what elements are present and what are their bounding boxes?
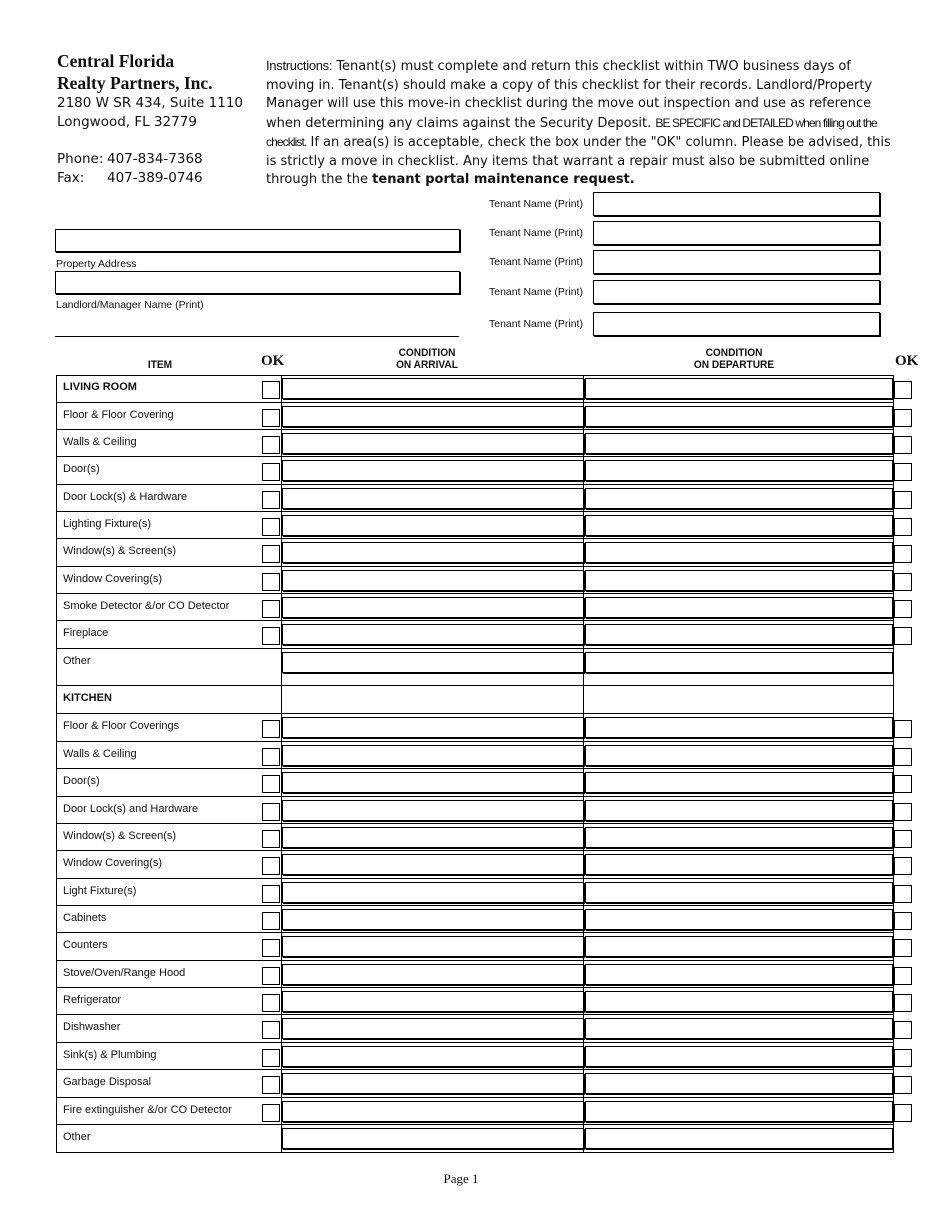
section-row bbox=[56, 686, 894, 714]
table-row bbox=[56, 485, 894, 512]
item-label: Walls & Ceiling bbox=[63, 436, 137, 448]
tenant-name-label: Tenant Name (Print) bbox=[489, 256, 583, 268]
departure-condition-field[interactable] bbox=[585, 542, 893, 563]
ok-departure-checkbox[interactable] bbox=[894, 912, 912, 930]
arrival-condition-field[interactable] bbox=[282, 772, 584, 793]
table-row bbox=[56, 512, 894, 539]
arrival-condition-field[interactable] bbox=[282, 800, 584, 821]
fax-label: Fax: bbox=[57, 169, 85, 186]
ok-arrival-checkbox[interactable] bbox=[262, 381, 280, 399]
item-cell bbox=[56, 879, 281, 906]
departure-condition-field[interactable] bbox=[585, 652, 893, 673]
item-label: Fireplace bbox=[63, 627, 109, 639]
ok-left-column-header: OK bbox=[261, 353, 285, 369]
item-cell bbox=[56, 539, 281, 567]
item-label: Counters bbox=[63, 939, 108, 951]
item-cell bbox=[56, 1070, 281, 1098]
item-label: Smoke Detector &/or CO Detector bbox=[63, 600, 230, 612]
table-row bbox=[56, 403, 894, 430]
item-label: Dishwasher bbox=[63, 1021, 121, 1033]
item-label: Lighting Fixture(s) bbox=[63, 518, 152, 530]
departure-condition-field[interactable] bbox=[585, 570, 893, 591]
ok-arrival-checkbox[interactable] bbox=[262, 803, 280, 821]
ok-departure-checkbox[interactable] bbox=[894, 885, 912, 903]
item-label: Window(s) & Screen(s) bbox=[63, 545, 177, 557]
arrival-condition-field[interactable] bbox=[282, 745, 584, 766]
item-cell bbox=[56, 457, 281, 485]
page-number: Page 1 bbox=[443, 1171, 479, 1186]
item-label: Sink(s) & Plumbing bbox=[63, 1049, 157, 1061]
table-row bbox=[56, 649, 894, 686]
arrival-condition-field[interactable] bbox=[282, 1046, 584, 1067]
departure-condition-field[interactable] bbox=[585, 991, 893, 1012]
ok-right-column-header: OK bbox=[895, 353, 919, 369]
table-row bbox=[56, 933, 894, 961]
item-cell bbox=[56, 824, 281, 851]
ok-arrival-checkbox[interactable] bbox=[262, 967, 280, 985]
ok-arrival-checkbox[interactable] bbox=[262, 627, 280, 645]
departure-condition-field[interactable] bbox=[585, 406, 893, 427]
departure-condition-field[interactable] bbox=[585, 827, 893, 848]
item-cell bbox=[56, 649, 281, 686]
section-label: LIVING ROOM bbox=[63, 381, 137, 393]
departure-header-line2: ON DEPARTURE bbox=[693, 359, 775, 371]
table-row bbox=[56, 769, 894, 797]
item-cell bbox=[56, 403, 281, 430]
table-row bbox=[56, 539, 894, 567]
table-row bbox=[56, 1015, 894, 1043]
ok-departure-checkbox[interactable] bbox=[894, 994, 912, 1012]
departure-condition-field[interactable] bbox=[585, 936, 893, 957]
departure-condition-field[interactable] bbox=[585, 433, 893, 454]
ok-arrival-checkbox[interactable] bbox=[262, 775, 280, 793]
arrival-condition-field[interactable] bbox=[282, 597, 584, 618]
ok-departure-checkbox[interactable] bbox=[894, 1104, 912, 1122]
property-address-label: Property Address bbox=[56, 258, 137, 270]
item-label: Cabinets bbox=[63, 912, 107, 924]
table-row bbox=[56, 742, 894, 769]
arrival-condition-field[interactable] bbox=[282, 882, 584, 903]
item-cell bbox=[56, 742, 281, 769]
item-cell bbox=[56, 686, 281, 714]
departure-condition-field[interactable] bbox=[585, 909, 893, 930]
arrival-condition-field[interactable] bbox=[282, 1018, 584, 1039]
item-cell bbox=[56, 375, 281, 403]
item-cell bbox=[56, 1015, 281, 1043]
item-label: Door(s) bbox=[63, 775, 100, 787]
landlord-name-label: Landlord/Manager Name (Print) bbox=[56, 299, 204, 311]
ok-departure-checkbox[interactable] bbox=[894, 600, 912, 618]
tenant-name-label: Tenant Name (Print) bbox=[489, 227, 583, 239]
ok-departure-checkbox[interactable] bbox=[894, 967, 912, 985]
table-row bbox=[56, 714, 894, 742]
arrival-condition-field[interactable] bbox=[282, 542, 584, 563]
phone-number: 407-834-7368 bbox=[107, 151, 203, 167]
table-row bbox=[56, 1098, 894, 1125]
fax-number: 407-389-0746 bbox=[107, 169, 203, 186]
item-label: Walls & Ceiling bbox=[63, 748, 137, 760]
table-row bbox=[56, 961, 894, 988]
tenant-name-label: Tenant Name (Print) bbox=[489, 318, 583, 330]
table-row bbox=[56, 797, 894, 824]
ok-departure-checkbox[interactable] bbox=[894, 518, 912, 536]
ok-departure-checkbox[interactable] bbox=[894, 1021, 912, 1039]
ok-departure-checkbox[interactable] bbox=[894, 1076, 912, 1094]
company-address-line2: Longwood, FL 32779 bbox=[57, 113, 197, 130]
arrival-header-line1: CONDITION bbox=[398, 347, 456, 359]
item-label: Garbage Disposal bbox=[63, 1076, 152, 1088]
arrival-condition-field[interactable] bbox=[282, 1128, 584, 1149]
arrival-cell bbox=[281, 686, 584, 714]
ok-arrival-checkbox[interactable] bbox=[262, 545, 280, 563]
departure-condition-field[interactable] bbox=[585, 745, 893, 766]
arrival-condition-field[interactable] bbox=[282, 570, 584, 591]
item-cell bbox=[56, 1043, 281, 1070]
item-label: Window(s) & Screen(s) bbox=[63, 830, 177, 842]
ok-departure-checkbox[interactable] bbox=[894, 775, 912, 793]
table-row bbox=[56, 851, 894, 879]
table-row bbox=[56, 457, 894, 485]
departure-condition-field[interactable] bbox=[585, 515, 893, 536]
ok-departure-checkbox[interactable] bbox=[894, 436, 912, 454]
instructions-part2: If an area(s) is acceptable, check the box under the "OK" column. Please be advised, this is strictly a move in checklist. Any items that warrant a repair must also be submitted online through the the bbox=[266, 135, 891, 187]
ok-departure-checkbox[interactable] bbox=[894, 627, 912, 645]
item-cell bbox=[56, 567, 281, 594]
ok-departure-checkbox[interactable] bbox=[894, 1049, 912, 1067]
table-row bbox=[56, 1043, 894, 1070]
item-label: Light Fixture(s) bbox=[63, 885, 137, 897]
ok-arrival-checkbox[interactable] bbox=[262, 912, 280, 930]
departure-condition-field[interactable] bbox=[585, 717, 893, 738]
departure-cell bbox=[584, 686, 894, 714]
item-cell bbox=[56, 906, 281, 933]
instructions-lead: Instructions: bbox=[266, 58, 333, 73]
item-label: Refrigerator bbox=[63, 994, 122, 1006]
departure-condition-field[interactable] bbox=[585, 488, 893, 509]
item-cell bbox=[56, 988, 281, 1015]
item-cell bbox=[56, 797, 281, 824]
ok-arrival-checkbox[interactable] bbox=[262, 748, 280, 766]
ok-departure-checkbox[interactable] bbox=[894, 830, 912, 848]
arrival-condition-field[interactable] bbox=[282, 1101, 584, 1122]
item-label: Other bbox=[63, 1131, 91, 1143]
ok-arrival-checkbox[interactable] bbox=[262, 436, 280, 454]
company-address-line1: 2180 W SR 434, Suite 1110 bbox=[57, 95, 244, 111]
item-cell bbox=[56, 594, 281, 621]
ok-arrival-checkbox[interactable] bbox=[262, 600, 280, 618]
table-row bbox=[56, 1125, 894, 1153]
item-label: Stove/Oven/Range Hood bbox=[63, 967, 186, 979]
ok-departure-checkbox[interactable] bbox=[894, 720, 912, 738]
arrival-condition-field[interactable] bbox=[282, 406, 584, 427]
item-cell bbox=[56, 714, 281, 742]
instructions-portal-link-text: tenant portal maintenance request. bbox=[372, 172, 635, 187]
arrival-condition-field[interactable] bbox=[282, 909, 584, 930]
tenant-name-label: Tenant Name (Print) bbox=[489, 198, 583, 210]
item-cell bbox=[56, 1125, 281, 1153]
item-label: Floor & Floor Coverings bbox=[63, 720, 180, 732]
item-label: Door(s) bbox=[63, 463, 100, 475]
arrival-condition-field[interactable] bbox=[282, 827, 584, 848]
ok-departure-checkbox[interactable] bbox=[894, 939, 912, 957]
ok-departure-checkbox[interactable] bbox=[894, 573, 912, 591]
item-label: Window Covering(s) bbox=[63, 573, 163, 585]
ok-arrival-checkbox[interactable] bbox=[262, 1021, 280, 1039]
company-name-line2: Realty Partners, Inc. bbox=[57, 73, 213, 93]
departure-condition-field[interactable] bbox=[585, 1073, 893, 1094]
ok-departure-checkbox[interactable] bbox=[894, 463, 912, 481]
ok-arrival-checkbox[interactable] bbox=[262, 830, 280, 848]
ok-arrival-checkbox[interactable] bbox=[262, 491, 280, 509]
ok-departure-checkbox[interactable] bbox=[894, 491, 912, 509]
departure-condition-field[interactable] bbox=[585, 460, 893, 481]
item-cell bbox=[56, 485, 281, 512]
ok-arrival-checkbox[interactable] bbox=[262, 885, 280, 903]
arrival-condition-field[interactable] bbox=[282, 515, 584, 536]
item-cell bbox=[56, 769, 281, 797]
company-name-line1: Central Florida bbox=[57, 51, 175, 71]
ok-arrival-checkbox[interactable] bbox=[262, 409, 280, 427]
ok-arrival-checkbox[interactable] bbox=[262, 857, 280, 875]
table-row bbox=[56, 594, 894, 621]
ok-arrival-checkbox[interactable] bbox=[262, 1104, 280, 1122]
table-row bbox=[56, 906, 894, 933]
table-row bbox=[56, 988, 894, 1015]
phone-label: Phone: bbox=[57, 151, 104, 167]
ok-departure-checkbox[interactable] bbox=[894, 409, 912, 427]
item-label: Window Covering(s) bbox=[63, 857, 163, 869]
arrival-condition-field[interactable] bbox=[282, 624, 584, 645]
ok-departure-checkbox[interactable] bbox=[894, 381, 912, 399]
departure-condition-field[interactable] bbox=[585, 1128, 893, 1149]
arrival-condition-field[interactable] bbox=[282, 717, 584, 738]
item-label: Door Lock(s) & Hardware bbox=[63, 491, 188, 503]
item-cell bbox=[56, 933, 281, 961]
departure-condition-field[interactable] bbox=[585, 1101, 893, 1122]
table-row bbox=[56, 430, 894, 457]
ok-departure-checkbox[interactable] bbox=[894, 803, 912, 821]
arrival-condition-field[interactable] bbox=[282, 652, 584, 673]
item-label: Fire extinguisher &/or CO Detector bbox=[63, 1104, 232, 1116]
item-cell bbox=[56, 851, 281, 879]
tenant-name-label: Tenant Name (Print) bbox=[489, 286, 583, 298]
table-row bbox=[56, 824, 894, 851]
departure-condition-field[interactable] bbox=[585, 882, 893, 903]
departure-condition-field[interactable] bbox=[585, 854, 893, 875]
item-label: Floor & Floor Covering bbox=[63, 409, 174, 421]
ok-arrival-checkbox[interactable] bbox=[262, 573, 280, 591]
arrival-condition-field[interactable] bbox=[282, 964, 584, 985]
section-label: KITCHEN bbox=[63, 692, 112, 704]
ok-departure-checkbox[interactable] bbox=[894, 748, 912, 766]
departure-condition-field[interactable] bbox=[585, 597, 893, 618]
item-label: Other bbox=[63, 655, 91, 667]
item-cell bbox=[56, 430, 281, 457]
departure-condition-field[interactable] bbox=[585, 1018, 893, 1039]
departure-header-line1: CONDITION bbox=[705, 347, 763, 359]
departure-condition-field[interactable] bbox=[585, 1046, 893, 1067]
ok-arrival-checkbox[interactable] bbox=[262, 1076, 280, 1094]
ok-arrival-checkbox[interactable] bbox=[262, 518, 280, 536]
table-row bbox=[56, 567, 894, 594]
ok-arrival-checkbox[interactable] bbox=[262, 720, 280, 738]
ok-arrival-checkbox[interactable] bbox=[262, 1049, 280, 1067]
ok-departure-checkbox[interactable] bbox=[894, 545, 912, 563]
arrival-condition-field[interactable] bbox=[282, 1073, 584, 1094]
item-cell bbox=[56, 621, 281, 649]
arrival-condition-field[interactable] bbox=[282, 854, 584, 875]
table-row bbox=[56, 1070, 894, 1098]
instructions-part1: Tenant(s) must complete and return this checklist within TWO business days of moving in. Tenant(s) should make a copy of this checklist for their records. Landlord/Property Manager will use this move-in checklist during the move out inspection and use as reference when determining any claims against the Security Deposit. bbox=[266, 59, 873, 131]
item-cell bbox=[56, 961, 281, 988]
departure-condition-field[interactable] bbox=[585, 964, 893, 985]
arrival-condition-field[interactable] bbox=[282, 991, 584, 1012]
ok-arrival-checkbox[interactable] bbox=[262, 939, 280, 957]
departure-condition-field[interactable] bbox=[585, 378, 893, 399]
table-row bbox=[56, 879, 894, 906]
table-row bbox=[56, 621, 894, 649]
arrival-condition-field[interactable] bbox=[282, 488, 584, 509]
arrival-condition-field[interactable] bbox=[282, 433, 584, 454]
item-label: Door Lock(s) and Hardware bbox=[63, 803, 199, 815]
instructions-emphasis: BE SPECIFIC and DETAILED when filling out the checklist. bbox=[266, 115, 877, 149]
item-cell bbox=[56, 1098, 281, 1125]
item-column-header: ITEM bbox=[147, 359, 173, 371]
departure-condition-field[interactable] bbox=[585, 772, 893, 793]
departure-condition-field[interactable] bbox=[585, 800, 893, 821]
ok-arrival-checkbox[interactable] bbox=[262, 463, 280, 481]
ok-departure-checkbox[interactable] bbox=[894, 857, 912, 875]
item-cell bbox=[56, 512, 281, 539]
arrival-condition-field[interactable] bbox=[282, 936, 584, 957]
ok-arrival-checkbox[interactable] bbox=[262, 994, 280, 1012]
departure-condition-field[interactable] bbox=[585, 624, 893, 645]
arrival-condition-field[interactable] bbox=[282, 460, 584, 481]
arrival-header-line2: ON ARRIVAL bbox=[396, 359, 458, 371]
arrival-condition-field[interactable] bbox=[282, 378, 584, 399]
section-row bbox=[56, 375, 894, 403]
